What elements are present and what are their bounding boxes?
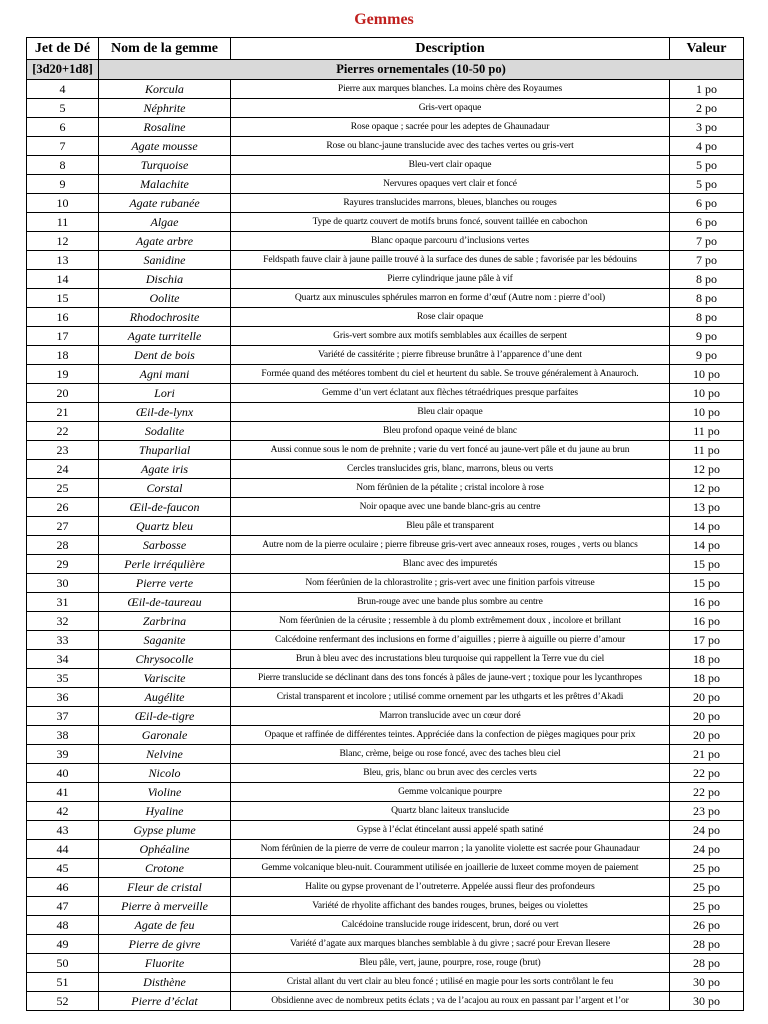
roll-cell: 33 (27, 631, 99, 650)
roll-cell: 28 (27, 536, 99, 555)
table-row (27, 346, 744, 365)
value-cell: 24 po (670, 840, 744, 859)
value-cell: 10 po (670, 403, 744, 422)
table-row (27, 897, 744, 916)
value-cell: 13 po (670, 498, 744, 517)
roll-cell: 35 (27, 669, 99, 688)
table-row (27, 213, 744, 232)
gem-name-cell: Thuparlial (99, 441, 231, 460)
description-cell: Nom férûnien de la pierre de verre de couleur marron ; la yanolite violette est sacrée pour Ghaunadaur (231, 840, 670, 859)
table-row (27, 783, 744, 802)
table-row (27, 289, 744, 308)
table-row (27, 631, 744, 650)
value-cell: 9 po (670, 327, 744, 346)
table-row (27, 992, 744, 1011)
description-cell: Rose opaque ; sacrée pour les adeptes de Ghaunadaur (231, 118, 670, 137)
roll-cell: 19 (27, 365, 99, 384)
table-row (27, 194, 744, 213)
value-cell: 26 po (670, 916, 744, 935)
description-cell: Cristal allant du vert clair au bleu foncé ; utilisé en magie pour les sorts contrôlant le feu (231, 973, 670, 992)
value-cell: 12 po (670, 479, 744, 498)
table-row (27, 802, 744, 821)
category-label: Pierres ornementales (10-50 po) (99, 60, 744, 80)
description-cell: Nervures opaques vert clair et foncé (231, 175, 670, 194)
gem-name-cell: Agni mani (99, 365, 231, 384)
roll-cell: 9 (27, 175, 99, 194)
value-cell: 11 po (670, 441, 744, 460)
table-row (27, 460, 744, 479)
roll-cell: 11 (27, 213, 99, 232)
description-cell: Feldspath fauve clair à jaune paille trouvé à la surface des dunes de sable ; favorisée par les bédouins (231, 251, 670, 270)
table-row (27, 384, 744, 403)
gem-name-cell: Agate turritelle (99, 327, 231, 346)
table-row (27, 821, 744, 840)
gem-name-cell: Agate iris (99, 460, 231, 479)
gem-name-cell: Agate de feu (99, 916, 231, 935)
gem-name-cell: Rhodochrosite (99, 308, 231, 327)
table-row (27, 137, 744, 156)
gem-name-cell: Saganite (99, 631, 231, 650)
roll-cell: 52 (27, 992, 99, 1011)
gem-name-cell: Nicolo (99, 764, 231, 783)
table-row (27, 840, 744, 859)
gem-name-cell: Perle irréqulière (99, 555, 231, 574)
header-name: Nom de la gemme (99, 38, 231, 60)
value-cell: 28 po (670, 954, 744, 973)
roll-cell: 16 (27, 308, 99, 327)
roll-cell: 31 (27, 593, 99, 612)
value-cell: 15 po (670, 574, 744, 593)
gem-name-cell: Oolite (99, 289, 231, 308)
table-row (27, 118, 744, 137)
value-cell: 3 po (670, 118, 744, 137)
description-cell: Bleu, gris, blanc ou brun avec des cercles verts (231, 764, 670, 783)
description-cell: Brun-rouge avec une bande plus sombre au centre (231, 593, 670, 612)
description-cell: Gris-vert sombre aux motifs semblables aux écailles de serpent (231, 327, 670, 346)
description-cell: Noir opaque avec une bande blanc-gris au centre (231, 498, 670, 517)
description-cell: Gemme volcanique bleu-nuit. Couramment utilisée en joaillerie de luxeet comme moyen de paiement (231, 859, 670, 878)
gem-name-cell: Pierre de givre (99, 935, 231, 954)
value-cell: 14 po (670, 517, 744, 536)
table-row (27, 707, 744, 726)
gem-name-cell: Quartz bleu (99, 517, 231, 536)
roll-cell: 50 (27, 954, 99, 973)
roll-cell: 46 (27, 878, 99, 897)
roll-cell: 22 (27, 422, 99, 441)
gem-name-cell: Corstal (99, 479, 231, 498)
gem-name-cell: Augélite (99, 688, 231, 707)
gem-name-cell: Néphrite (99, 99, 231, 118)
table-row (27, 175, 744, 194)
value-cell: 8 po (670, 270, 744, 289)
table-row (27, 745, 744, 764)
table-row (27, 916, 744, 935)
description-cell: Aussi connue sous le nom de prehnite ; varie du vert foncé au jaune-vert pâle et du jaune au brun (231, 441, 670, 460)
table-row (27, 232, 744, 251)
gem-name-cell: Sanidine (99, 251, 231, 270)
description-cell: Bleu profond opaque veiné de blanc (231, 422, 670, 441)
description-cell: Bleu pâle, vert, jaune, pourpre, rose, rouge (brut) (231, 954, 670, 973)
roll-cell: 24 (27, 460, 99, 479)
roll-cell: 29 (27, 555, 99, 574)
description-cell: Blanc avec des impuretés (231, 555, 670, 574)
table-row (27, 650, 744, 669)
roll-cell: 43 (27, 821, 99, 840)
description-cell: Bleu pâle et transparent (231, 517, 670, 536)
table-row (27, 878, 744, 897)
description-cell: Formée quand des météores tombent du ciel et heurtent du sable. Se trouve généralement à Anauroch. (231, 365, 670, 384)
roll-cell: 30 (27, 574, 99, 593)
gem-name-cell: Pierre verte (99, 574, 231, 593)
gem-name-cell: Dischia (99, 270, 231, 289)
roll-cell: 27 (27, 517, 99, 536)
gem-name-cell: Hyaline (99, 802, 231, 821)
value-cell: 16 po (670, 593, 744, 612)
roll-cell: 17 (27, 327, 99, 346)
roll-cell: 13 (27, 251, 99, 270)
roll-cell: 44 (27, 840, 99, 859)
value-cell: 4 po (670, 137, 744, 156)
roll-cell: 39 (27, 745, 99, 764)
table-row (27, 726, 744, 745)
description-cell: Calcédoine translucide rouge iridescent, brun, doré ou vert (231, 916, 670, 935)
roll-cell: 8 (27, 156, 99, 175)
description-cell: Blanc, crème, beige ou rose foncé, avec des taches bleu ciel (231, 745, 670, 764)
value-cell: 8 po (670, 289, 744, 308)
table-row (27, 574, 744, 593)
description-cell: Obsidienne avec de nombreux petits éclats ; va de l’acajou au roux en passant par l’argent et l’or (231, 992, 670, 1011)
description-cell: Rose clair opaque (231, 308, 670, 327)
roll-cell: 48 (27, 916, 99, 935)
roll-cell: 26 (27, 498, 99, 517)
gem-name-cell: Korcula (99, 80, 231, 99)
value-cell: 2 po (670, 99, 744, 118)
description-cell: Gemme volcanique pourpre (231, 783, 670, 802)
gem-name-cell: Zarbrina (99, 612, 231, 631)
gem-name-cell: Turquoise (99, 156, 231, 175)
description-cell: Variété de cassitérite ; pierre fibreuse brunâtre à l’apparence d’une dent (231, 346, 670, 365)
description-cell: Cercles translucides gris, blanc, marrons, bleus ou verts (231, 460, 670, 479)
table-row (27, 973, 744, 992)
value-cell: 30 po (670, 973, 744, 992)
value-cell: 10 po (670, 384, 744, 403)
value-cell: 24 po (670, 821, 744, 840)
roll-cell: 5 (27, 99, 99, 118)
gem-name-cell: Œil-de-lynx (99, 403, 231, 422)
value-cell: 1 po (670, 80, 744, 99)
description-cell: Halite ou gypse provenant de l’outreterre. Appelée aussi fleur des profondeurs (231, 878, 670, 897)
value-cell: 11 po (670, 422, 744, 441)
table-row (27, 479, 744, 498)
roll-cell: 21 (27, 403, 99, 422)
description-cell: Pierre translucide se déclinant dans des tons foncés à pâles de jaune-vert ; toxique pour les lycanthropes (231, 669, 670, 688)
gem-name-cell: Disthène (99, 973, 231, 992)
description-cell: Nom féerûnien de la chlorastrolite ; gris-vert avec une finition parfois vitreuse (231, 574, 670, 593)
table-row (27, 327, 744, 346)
description-cell: Marron translucide avec un cœur doré (231, 707, 670, 726)
value-cell: 7 po (670, 251, 744, 270)
value-cell: 18 po (670, 650, 744, 669)
gem-name-cell: Sarbosse (99, 536, 231, 555)
roll-cell: 49 (27, 935, 99, 954)
roll-cell: 34 (27, 650, 99, 669)
roll-cell: 38 (27, 726, 99, 745)
gem-name-cell: Agate mousse (99, 137, 231, 156)
description-cell: Quartz aux minuscules sphérules marron en forme d’œuf (Autre nom : pierre d’ool) (231, 289, 670, 308)
header-roll: Jet de Dé (27, 38, 99, 60)
table-row (27, 593, 744, 612)
value-cell: 14 po (670, 536, 744, 555)
table-row (27, 365, 744, 384)
table-row (27, 251, 744, 270)
table-row (27, 555, 744, 574)
roll-cell: 32 (27, 612, 99, 631)
gem-name-cell: Dent de bois (99, 346, 231, 365)
description-cell: Variété d’agate aux marques blanches semblable à du givre ; sacré pour Erevan Ilesere (231, 935, 670, 954)
value-cell: 22 po (670, 764, 744, 783)
roll-cell: 25 (27, 479, 99, 498)
roll-cell: 40 (27, 764, 99, 783)
roll-cell: 4 (27, 80, 99, 99)
description-cell: Autre nom de la pierre oculaire ; pierre fibreuse gris-vert avec anneaux roses, rouges , verts ou blancs (231, 536, 670, 555)
gem-name-cell: Gypse plume (99, 821, 231, 840)
header-description: Description (231, 38, 670, 60)
roll-cell: 18 (27, 346, 99, 365)
roll-cell: 45 (27, 859, 99, 878)
gem-name-cell: Garonale (99, 726, 231, 745)
gem-name-cell: Agate rubanée (99, 194, 231, 213)
description-cell: Variété de rhyolite affichant des bandes rouges, brunes, beiges ou violettes (231, 897, 670, 916)
description-cell: Type de quartz couvert de motifs bruns foncé, souvent taillée en cabochon (231, 213, 670, 232)
description-cell: Rose ou blanc-jaune translucide avec des taches vertes ou gris-vert (231, 137, 670, 156)
description-cell: Nom férûnien de la pétalite ; cristal incolore à rose (231, 479, 670, 498)
gem-name-cell: Variscite (99, 669, 231, 688)
gem-name-cell: Œil-de-taureau (99, 593, 231, 612)
gem-name-cell: Violine (99, 783, 231, 802)
value-cell: 20 po (670, 726, 744, 745)
table-row (27, 422, 744, 441)
value-cell: 28 po (670, 935, 744, 954)
table-row (27, 764, 744, 783)
gem-name-cell: Pierre à merveille (99, 897, 231, 916)
gem-name-cell: Algae (99, 213, 231, 232)
gem-name-cell: Fleur de cristal (99, 878, 231, 897)
table-row (27, 536, 744, 555)
roll-cell: 36 (27, 688, 99, 707)
gem-name-cell: Fluorite (99, 954, 231, 973)
gem-name-cell: Rosaline (99, 118, 231, 137)
page-title: Gemmes (354, 11, 414, 28)
value-cell: 18 po (670, 669, 744, 688)
value-cell: 21 po (670, 745, 744, 764)
description-cell: Calcédoine renfermant des inclusions en forme d’aiguilles ; pierre à aiguille ou pierre d’amour (231, 631, 670, 650)
header-value: Valeur (670, 38, 744, 60)
value-cell: 20 po (670, 707, 744, 726)
category-row (27, 60, 744, 80)
value-cell: 17 po (670, 631, 744, 650)
table-row (27, 612, 744, 631)
description-cell: Brun à bleu avec des incrustations bleu turquoise qui rappellent la Terre vue du ciel (231, 650, 670, 669)
gem-name-cell: Crotone (99, 859, 231, 878)
value-cell: 25 po (670, 859, 744, 878)
value-cell: 6 po (670, 213, 744, 232)
description-cell: Rayures translucides marrons, bleues, blanches ou rouges (231, 194, 670, 213)
gem-name-cell: Pierre d’éclat (99, 992, 231, 1011)
table-row (27, 403, 744, 422)
value-cell: 8 po (670, 308, 744, 327)
description-cell: Gypse à l’éclat étincelant aussi appelé spath satiné (231, 821, 670, 840)
value-cell: 22 po (670, 783, 744, 802)
value-cell: 5 po (670, 175, 744, 194)
roll-cell: 41 (27, 783, 99, 802)
table-row (27, 498, 744, 517)
description-cell: Cristal transparent et incolore ; utilisé comme ornement par les uthgarts et les prêtres d’Akadi (231, 688, 670, 707)
description-cell: Pierre cylindrique jaune pâle à vif (231, 270, 670, 289)
description-cell: Gemme d’un vert éclatant aux flèches tétraédriques presque parfaites (231, 384, 670, 403)
roll-cell: 12 (27, 232, 99, 251)
value-cell: 16 po (670, 612, 744, 631)
roll-cell: 23 (27, 441, 99, 460)
roll-cell: 47 (27, 897, 99, 916)
gem-name-cell: Ophéaline (99, 840, 231, 859)
gem-name-cell: Agate arbre (99, 232, 231, 251)
gem-name-cell: Sodalite (99, 422, 231, 441)
value-cell: 6 po (670, 194, 744, 213)
description-cell: Quartz blanc laiteux translucide (231, 802, 670, 821)
value-cell: 23 po (670, 802, 744, 821)
gem-table (26, 37, 744, 1011)
roll-cell: 14 (27, 270, 99, 289)
description-cell: Nom féerûnien de la cérusite ; ressemble à du plomb extrêmement doux , incolore et brillant (231, 612, 670, 631)
description-cell: Blanc opaque parcouru d’inclusions vertes (231, 232, 670, 251)
roll-cell: 37 (27, 707, 99, 726)
gem-name-cell: Malachite (99, 175, 231, 194)
value-cell: 25 po (670, 897, 744, 916)
gem-name-cell: Chrysocolle (99, 650, 231, 669)
gem-name-cell: Nelvine (99, 745, 231, 764)
table-row (27, 308, 744, 327)
gem-name-cell: Lori (99, 384, 231, 403)
value-cell: 12 po (670, 460, 744, 479)
table-row (27, 517, 744, 536)
description-cell: Bleu-vert clair opaque (231, 156, 670, 175)
roll-cell: 15 (27, 289, 99, 308)
value-cell: 20 po (670, 688, 744, 707)
table-row (27, 688, 744, 707)
category-dice: [3d20+1d8] (27, 60, 99, 80)
table-row (27, 156, 744, 175)
value-cell: 5 po (670, 156, 744, 175)
gem-name-cell: Œil-de-tigre (99, 707, 231, 726)
value-cell: 9 po (670, 346, 744, 365)
table-row (27, 954, 744, 973)
value-cell: 7 po (670, 232, 744, 251)
roll-cell: 20 (27, 384, 99, 403)
roll-cell: 10 (27, 194, 99, 213)
table-row (27, 80, 744, 99)
gem-name-cell: Œil-de-faucon (99, 498, 231, 517)
value-cell: 15 po (670, 555, 744, 574)
table-row (27, 270, 744, 289)
table-row (27, 441, 744, 460)
value-cell: 30 po (670, 992, 744, 1011)
description-cell: Gris-vert opaque (231, 99, 670, 118)
roll-cell: 42 (27, 802, 99, 821)
table-row (27, 669, 744, 688)
description-cell: Opaque et raffinée de différentes teintes. Appréciée dans la confection de pièges magiques pour prix (231, 726, 670, 745)
roll-cell: 51 (27, 973, 99, 992)
value-cell: 25 po (670, 878, 744, 897)
header-row (27, 38, 744, 60)
description-cell: Pierre aux marques blanches. La moins chère des Royaumes (231, 80, 670, 99)
roll-cell: 7 (27, 137, 99, 156)
table-row (27, 99, 744, 118)
table-row (27, 935, 744, 954)
roll-cell: 6 (27, 118, 99, 137)
table-row (27, 859, 744, 878)
description-cell: Bleu clair opaque (231, 403, 670, 422)
value-cell: 10 po (670, 365, 744, 384)
